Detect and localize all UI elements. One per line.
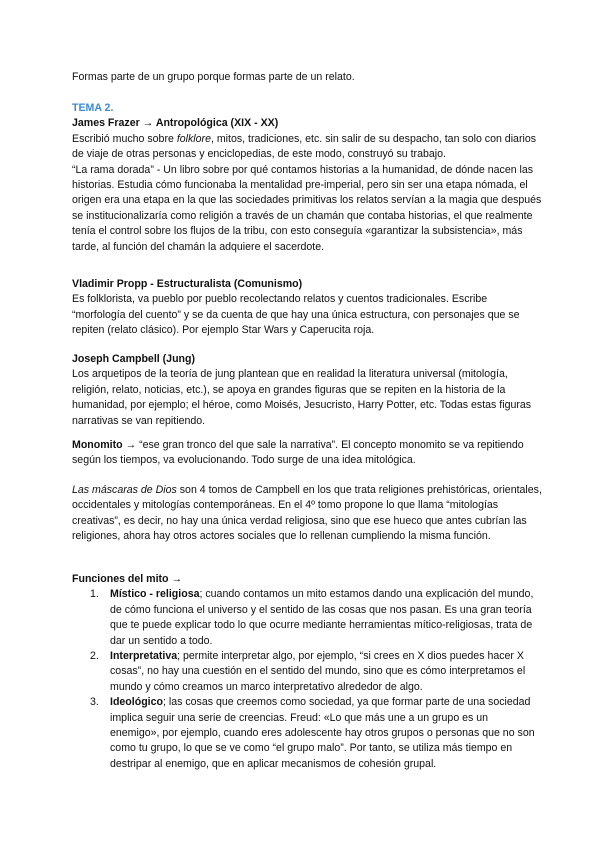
frazer-p1-pre: Escribió mucho sobre — [72, 132, 177, 145]
propp-heading: Vladimir Propp - Estructuralista (Comunismo) — [72, 278, 303, 290]
frazer-paragraph-1 — [72, 132, 542, 163]
tema-label: TEMA 2. — [72, 102, 114, 114]
list-text: ; permite interpretar algo, por ejemplo, “si crees en X dios puedes hacer X cosas”, no hay una cuestión en el sentido del mundo, sino que es cómo interpretamos el mundo y cómo creamos un marco interpretativo alrededor de algo. — [110, 650, 526, 693]
funciones-list — [72, 587, 542, 772]
mascaras-paragraph — [72, 483, 542, 545]
campbell-text: Los arquetipos de la teoría de jung plantean que en realidad la literatura universal (mitología, religión, relato, noticias, etc.), se apoya en grandes figuras que se repiten en la historia de la humanidad, por ejemplo; el héroe, como Moisés, Jesucristo, Harry Potter, etc. Todas estas figuras narrativas se van repitiendo. — [72, 368, 532, 427]
list-number: 1. — [90, 588, 99, 601]
mascaras-title: Las máscaras de Dios — [72, 484, 177, 496]
section-propp — [72, 277, 542, 339]
section-campbell — [72, 352, 542, 429]
list-item — [72, 649, 540, 695]
monomito-term: Monomito — [72, 439, 123, 451]
section-mascaras — [72, 483, 542, 545]
section-frazer — [72, 101, 542, 255]
section-monomito — [72, 438, 542, 469]
section-funciones — [72, 572, 542, 772]
list-text: ; las cosas que creemos como sociedad, ya que formar parte de una sociedad implica seguir una serie de creencias. Freud: «Lo que más une a un grupo es un enemigo», por ejemplo, cuando eres adolescente hay otros grupos o personas que no son como tu grupo, lo que se ve como “el grupo malo”. Por tanto, se utiliza más tiempo en destripar al enemigo, que en aplicar mecanismos de cohesión grupal. — [110, 696, 535, 770]
propp-text: Es folklorista, va pueblo por pueblo recolectando relatos y cuentos tradicionales. Escribe “morfología del cuento” y se da cuenta de que hay una única estructura, con personajes que se repiten (relato clásico). Por ejemplo Star Wars y Caperucita roja. — [72, 293, 520, 337]
list-term: Interpretativa — [110, 650, 178, 663]
intro-text: Formas parte de un grupo porque formas parte de un relato. — [72, 71, 355, 83]
list-term: Místico - religiosa — [110, 588, 200, 601]
frazer-paragraph-2: “La rama dorada” - Un libro sobre por qué contamos historias a la humanidad, de dónde nacen las historias. Estudia cómo funcionaba la mentalidad pre-imperial, pero sin ser una etapa nómada, el origen era una etapa en la que las sociedades primitivas los relatos servían a la magia que después se institucionalizaría como religión a través de un chamán que contaba historias, el que realmente tenía el control sobre los flujos de la tribu, con esto conseguía «garantizar la subsistencia», más tarde, al función del chamán la adquiere el sacerdote. — [72, 163, 542, 253]
list-term: Ideológico — [110, 696, 163, 709]
list-item — [72, 695, 540, 772]
list-text: ; cuando contamos un mito estamos dando una explicación del mundo, de cómo funciona el universo y el sentido de las cosas que nos pasan. Es una gran teoría que te puede explicar todo lo que ocurre mediante herramientas mítico-religiosas, trata de dar un sentido a todo. — [110, 588, 534, 647]
mascaras-text: son 4 tomos de Campbell en los que trata religiones prehistóricas, orientales, occidentales y mitologías contemporáneas. En el 4º tomo propone lo que llama “mitologías creativas”, es decir, no hay una única verdad religiosa, sino que ese hueco que antes cubrían las religiones, ahora hay otros actores sociales que lo rellenan cumpliendo la misma función. — [72, 484, 542, 543]
list-number: 3. — [90, 696, 99, 709]
frazer-p1-post: , mitos, tradiciones, etc. sin salir de su despacho, tan solo con diarios de viaje de otras personas y enciclopedias, de este modo, construyó su trabajo. — [72, 132, 537, 161]
list-number: 2. — [90, 650, 99, 663]
list-item — [72, 587, 540, 649]
monomito-text: → “ese gran tronco del que sale la narrativa”. El concepto monomito se va repitiendo según los tiempos, va evolucionando. Todo surge de una idea mitológica. — [72, 439, 524, 467]
campbell-heading: Joseph Campbell (Jung) — [72, 353, 196, 365]
funciones-heading: Funciones del mito → — [72, 573, 183, 585]
monomito-paragraph — [72, 438, 542, 469]
frazer-p1-em: folklore — [176, 132, 211, 145]
frazer-heading: James Frazer → Antropológica (XIX - XX) — [72, 117, 279, 130]
